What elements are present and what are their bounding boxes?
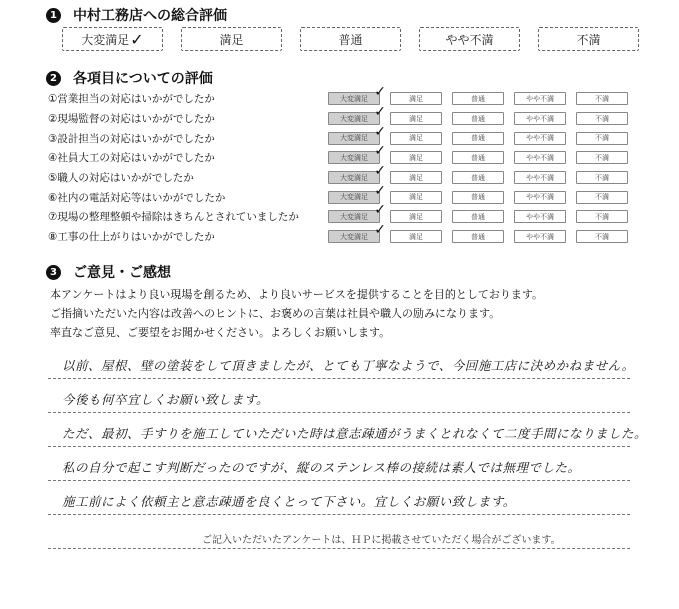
- check-mark-icon: ✓: [374, 104, 386, 121]
- overall-option[interactable]: [300, 27, 401, 51]
- rating-row: [48, 84, 638, 109]
- rating-option-label: やや不満: [526, 212, 554, 221]
- rating-option[interactable]: [328, 163, 386, 184]
- rating-option-label: 満足: [409, 114, 423, 123]
- rating-option[interactable]: [576, 92, 628, 105]
- rating-option[interactable]: [452, 191, 504, 204]
- rating-option-label: 大変満足: [340, 232, 368, 241]
- check-mark-icon: ✓: [374, 123, 386, 140]
- rating-row: [48, 182, 638, 207]
- rating-option-label: やや不満: [526, 114, 554, 123]
- rating-option-label: 満足: [409, 153, 423, 162]
- comment-text: 私の自分で起こす判断だったのですが、縦のステンレス棒の接続は素人では無理でした。: [62, 460, 581, 475]
- rating-option-label: やや不満: [526, 134, 554, 143]
- rating-option[interactable]: [452, 210, 504, 223]
- check-mark-icon: ✓: [374, 84, 386, 101]
- rating-option-label: 大変満足: [340, 153, 368, 162]
- rating-option[interactable]: [576, 171, 628, 184]
- rating-option-label: 大変満足: [340, 94, 368, 103]
- rating-option-label: 不満: [595, 232, 609, 241]
- rating-option-label: 大変満足: [340, 134, 368, 143]
- rating-option[interactable]: [576, 230, 628, 243]
- rating-option-label: 不満: [595, 114, 609, 123]
- rating-option-label: 普通: [471, 212, 485, 221]
- section1-number: 1: [46, 8, 61, 23]
- rating-row-label: ⑤職人の対応はいかがでしたか: [48, 172, 194, 185]
- rating-row-label: ⑦現場の整理整頓や掃除はきちんとされていましたか: [48, 211, 299, 224]
- footer-note: ご記入いただいたアンケートは、ＨＰに掲載させていただく場合がございます。: [202, 535, 561, 546]
- rating-option-label: 大変満足: [340, 173, 368, 182]
- rating-option[interactable]: [514, 151, 566, 164]
- rating-option-label: 大変満足: [340, 114, 368, 123]
- rating-option[interactable]: [452, 151, 504, 164]
- rating-option[interactable]: [328, 84, 386, 105]
- rating-row: [48, 222, 638, 247]
- rating-option-label: 大変満足: [340, 212, 368, 221]
- rating-option[interactable]: [452, 230, 504, 243]
- rating-option-label: 満足: [409, 134, 423, 143]
- comment-line: [48, 379, 630, 413]
- rating-option[interactable]: [452, 171, 504, 184]
- intro-line: 本アンケートはより良い現場を創るため、より良いサービスを提供することを目的としております。: [50, 288, 544, 301]
- rating-row: [48, 143, 638, 168]
- item-ratings-table: [48, 84, 638, 247]
- rating-option[interactable]: [328, 104, 386, 125]
- overall-option-label: 普通: [338, 32, 363, 47]
- rating-row: [48, 163, 638, 188]
- section2-title: 各項目についての評価: [73, 71, 213, 87]
- rating-option-label: 満足: [409, 173, 423, 182]
- overall-rating-options: [62, 27, 657, 51]
- rating-option[interactable]: [514, 132, 566, 145]
- overall-option-label: 不満: [576, 32, 601, 47]
- rating-row: [48, 123, 638, 148]
- rating-option-label: 不満: [595, 134, 609, 143]
- rating-option-label: 大変満足: [340, 193, 368, 202]
- rating-option-label: やや不満: [526, 193, 554, 202]
- rating-option-label: やや不満: [526, 232, 554, 241]
- overall-option-label: 満足: [219, 32, 244, 47]
- rating-option-label: 普通: [471, 173, 485, 182]
- section2-heading: [46, 68, 213, 88]
- rating-option[interactable]: [390, 92, 442, 105]
- check-mark-icon: ✓: [374, 222, 386, 239]
- rating-option[interactable]: [390, 191, 442, 204]
- comment-line: [48, 345, 635, 379]
- rating-option-label: 普通: [471, 114, 485, 123]
- comment-text: 今後も何卒宜しくお願い致します。: [62, 392, 270, 407]
- comment-text: 施工前によく依頼主と意志疎通を良くとって下さい。宜しくお願い致します。: [62, 494, 516, 509]
- rating-row-options: [328, 222, 638, 243]
- rating-option[interactable]: [452, 112, 504, 125]
- rating-option-label: 満足: [409, 94, 423, 103]
- rating-option-label: 満足: [409, 212, 423, 221]
- comment-line: [48, 413, 648, 447]
- rating-option-label: 不満: [595, 193, 609, 202]
- rating-option[interactable]: [514, 210, 566, 223]
- section3-title: ご意見・ご感想: [73, 265, 171, 281]
- rating-option-label: やや不満: [526, 94, 554, 103]
- rating-option-label: 普通: [471, 193, 485, 202]
- rating-option[interactable]: [390, 210, 442, 223]
- rating-option-label: やや不満: [526, 153, 554, 162]
- rating-option[interactable]: [390, 151, 442, 164]
- check-mark-icon: ✓: [374, 182, 386, 199]
- comment-text: 以前、屋根、壁の塗装をして頂きましたが、とても丁寧なようで、今回施工店に決めかねません。: [62, 358, 635, 373]
- rating-option[interactable]: [390, 171, 442, 184]
- rating-option[interactable]: [576, 210, 628, 223]
- rating-option[interactable]: [390, 112, 442, 125]
- handwritten-comments: [48, 345, 648, 549]
- section1-title: 中村工務店への総合評価: [73, 8, 227, 24]
- rating-option[interactable]: [514, 230, 566, 243]
- rating-option[interactable]: [514, 112, 566, 125]
- rating-option[interactable]: [514, 191, 566, 204]
- rating-option-label: 普通: [471, 134, 485, 143]
- rating-option-label: やや不満: [526, 173, 554, 182]
- rating-option-label: 普通: [471, 153, 485, 162]
- comment-text: ただ、最初、手すりを施工していただいた時は意志疎通がうまくとれなくて二度手間になりました。: [62, 426, 648, 441]
- rating-option-label: 満足: [409, 232, 423, 241]
- check-mark-icon: ✓: [130, 29, 144, 49]
- comment-line: [48, 481, 630, 515]
- check-mark-icon: ✓: [374, 163, 386, 180]
- intro-line: ご指摘いただいた内容は改善へのヒントに、お褒めの言葉は社員や職人の励みになります。: [50, 307, 501, 320]
- overall-option[interactable]: [419, 27, 520, 51]
- rating-option-label: 普通: [471, 94, 485, 103]
- rating-option[interactable]: [328, 143, 386, 164]
- rating-option[interactable]: [576, 112, 628, 125]
- rating-option-label: 不満: [595, 212, 609, 221]
- rating-row-label: ①営業担当の対応はいかがでしたか: [48, 93, 215, 106]
- rating-option[interactable]: [576, 191, 628, 204]
- rating-row: [48, 202, 638, 227]
- rating-option[interactable]: [390, 230, 442, 243]
- section3-intro: [50, 285, 543, 342]
- rating-option[interactable]: [452, 132, 504, 145]
- rating-option[interactable]: [452, 92, 504, 105]
- rating-option[interactable]: [390, 132, 442, 145]
- rating-option-label: 不満: [595, 153, 609, 162]
- section3-number: 3: [46, 265, 61, 280]
- overall-option-label: 大変満足: [81, 32, 130, 47]
- rating-row: [48, 104, 638, 129]
- comment-line: [48, 447, 630, 481]
- overall-option[interactable]: [62, 27, 163, 51]
- rating-option[interactable]: [576, 132, 628, 145]
- check-mark-icon: ✓: [374, 202, 386, 219]
- section3-heading: [46, 262, 171, 282]
- rating-row-label: ④社員大工の対応はいかがでしたか: [48, 152, 215, 165]
- rating-option-label: 普通: [471, 232, 485, 241]
- rating-option[interactable]: [514, 92, 566, 105]
- rating-row-label: ⑥社内の電話対応等はいかがでしたか: [48, 191, 226, 204]
- overall-option[interactable]: [181, 27, 282, 51]
- rating-option-label: 満足: [409, 193, 423, 202]
- rating-option[interactable]: [328, 182, 386, 204]
- overall-option[interactable]: [538, 27, 639, 51]
- rating-option-label: 不満: [595, 94, 609, 103]
- rating-option[interactable]: [514, 171, 566, 184]
- intro-line: 率直なご意見、ご要望をお聞かせください。よろしくお願いします。: [50, 326, 391, 339]
- rating-row-label: ⑧工事の仕上がりはいかがでしたか: [48, 231, 215, 244]
- rating-option-label: 不満: [595, 173, 609, 182]
- section1-heading: [46, 5, 227, 25]
- section2-number: 2: [46, 71, 61, 86]
- rating-option[interactable]: [576, 151, 628, 164]
- rating-row-label: ②現場監督の対応はいかがでしたか: [48, 113, 215, 126]
- rating-option[interactable]: [328, 222, 386, 243]
- check-mark-icon: ✓: [374, 143, 386, 160]
- overall-option-label: やや不満: [445, 32, 494, 47]
- rating-option[interactable]: [328, 123, 386, 145]
- rating-option[interactable]: [328, 202, 386, 223]
- rating-row-label: ③設計担当の対応はいかがでしたか: [48, 132, 215, 145]
